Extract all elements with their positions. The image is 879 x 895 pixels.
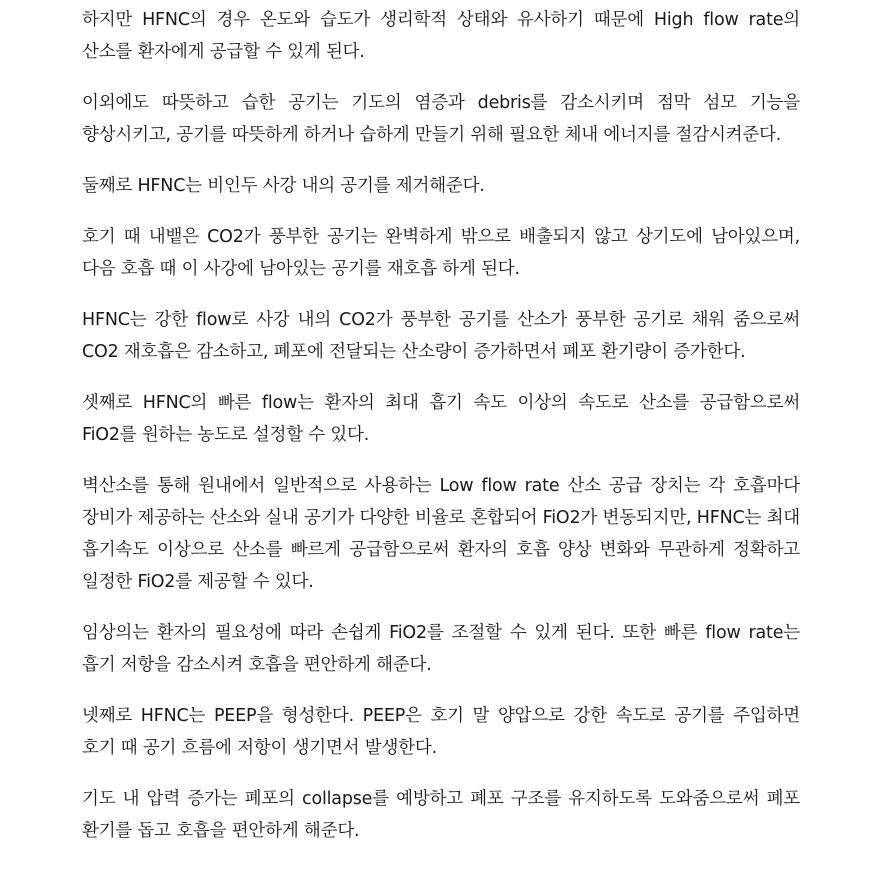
document-body [82,4,800,866]
paragraph-alveolar-ventilation: HFNC는 강한 flow로 사강 내의 CO2가 풍부한 공기를 산소가 풍부한 공기로 채워 줌으로써 CO2 재호흡은 감소하고, 폐포에 전달되는 산소량이 증가하면서 폐포 환기량이 증가한다. [82,310,800,362]
paragraph-fio2-adjustment: 임상의는 환자의 필요성에 따라 손쉽게 FiO2를 조절할 수 있게 된다. 또한 빠른 flow rate는 흡기 저항을 감소시켜 호흡을 편안하게 해준다. [82,623,800,675]
paragraph-warm-humid-air: 이외에도 따뜻하고 습한 공기는 기도의 염증과 debris를 감소시키며 점막 섬모 기능을 향상시키고, 공기를 따뜻하게 하거나 습하게 만들기 위해 필요한 체내 에너지를 절감시켜준다. [82,93,800,145]
paragraph-fio2-setting: 셋째로 HFNC의 빠른 flow는 환자의 최대 흡기 속도 이상의 속도로 산소를 공급함으로써 FiO2를 원하는 농도로 설정할 수 있다. [82,393,800,445]
paragraph-alveolar-collapse: 기도 내 압력 증가는 폐포의 collapse를 예방하고 폐포 구조를 유지하도록 도와줌으로써 폐포 환기를 돕고 호흡을 편안하게 해준다. [82,789,800,841]
paragraph-low-flow-comparison: 벽산소를 통해 원내에서 일반적으로 사용하는 Low flow rate 산소 공급 장치는 각 호흡마다 장비가 제공하는 산소와 실내 공기가 다양한 비율로 혼합되어 FiO2가 변동되지만, HFNC는 최대 흡기속도 이상으로 산소를 빠르게 공급함으로써 환자의 호흡 양상 변화와 무관하게 정확하고 일정한 FiO2를 제공할 수 있다. [82,476,800,592]
paragraph-co2-rebreathing: 호기 때 내뱉은 CO2가 풍부한 공기는 완벽하게 밖으로 배출되지 않고 상기도에 남아있으며, 다음 호흡 때 이 사강에 남아있는 공기를 재호흡 하게 된다. [82,227,800,279]
paragraph-peep: 넷째로 HFNC는 PEEP을 형성한다. PEEP은 호기 말 양압으로 강한 속도로 공기를 주입하면 호기 때 공기 흐름에 저항이 생기면서 발생한다. [82,706,800,758]
paragraph-dead-space: 둘째로 HFNC는 비인두 사강 내의 공기를 제거해준다. [82,176,485,196]
paragraph-humidity-flow: 하지만 HFNC의 경우 온도와 습도가 생리학적 상태와 유사하기 때문에 High flow rate의 산소를 환자에게 공급할 수 있게 된다. [82,10,800,62]
